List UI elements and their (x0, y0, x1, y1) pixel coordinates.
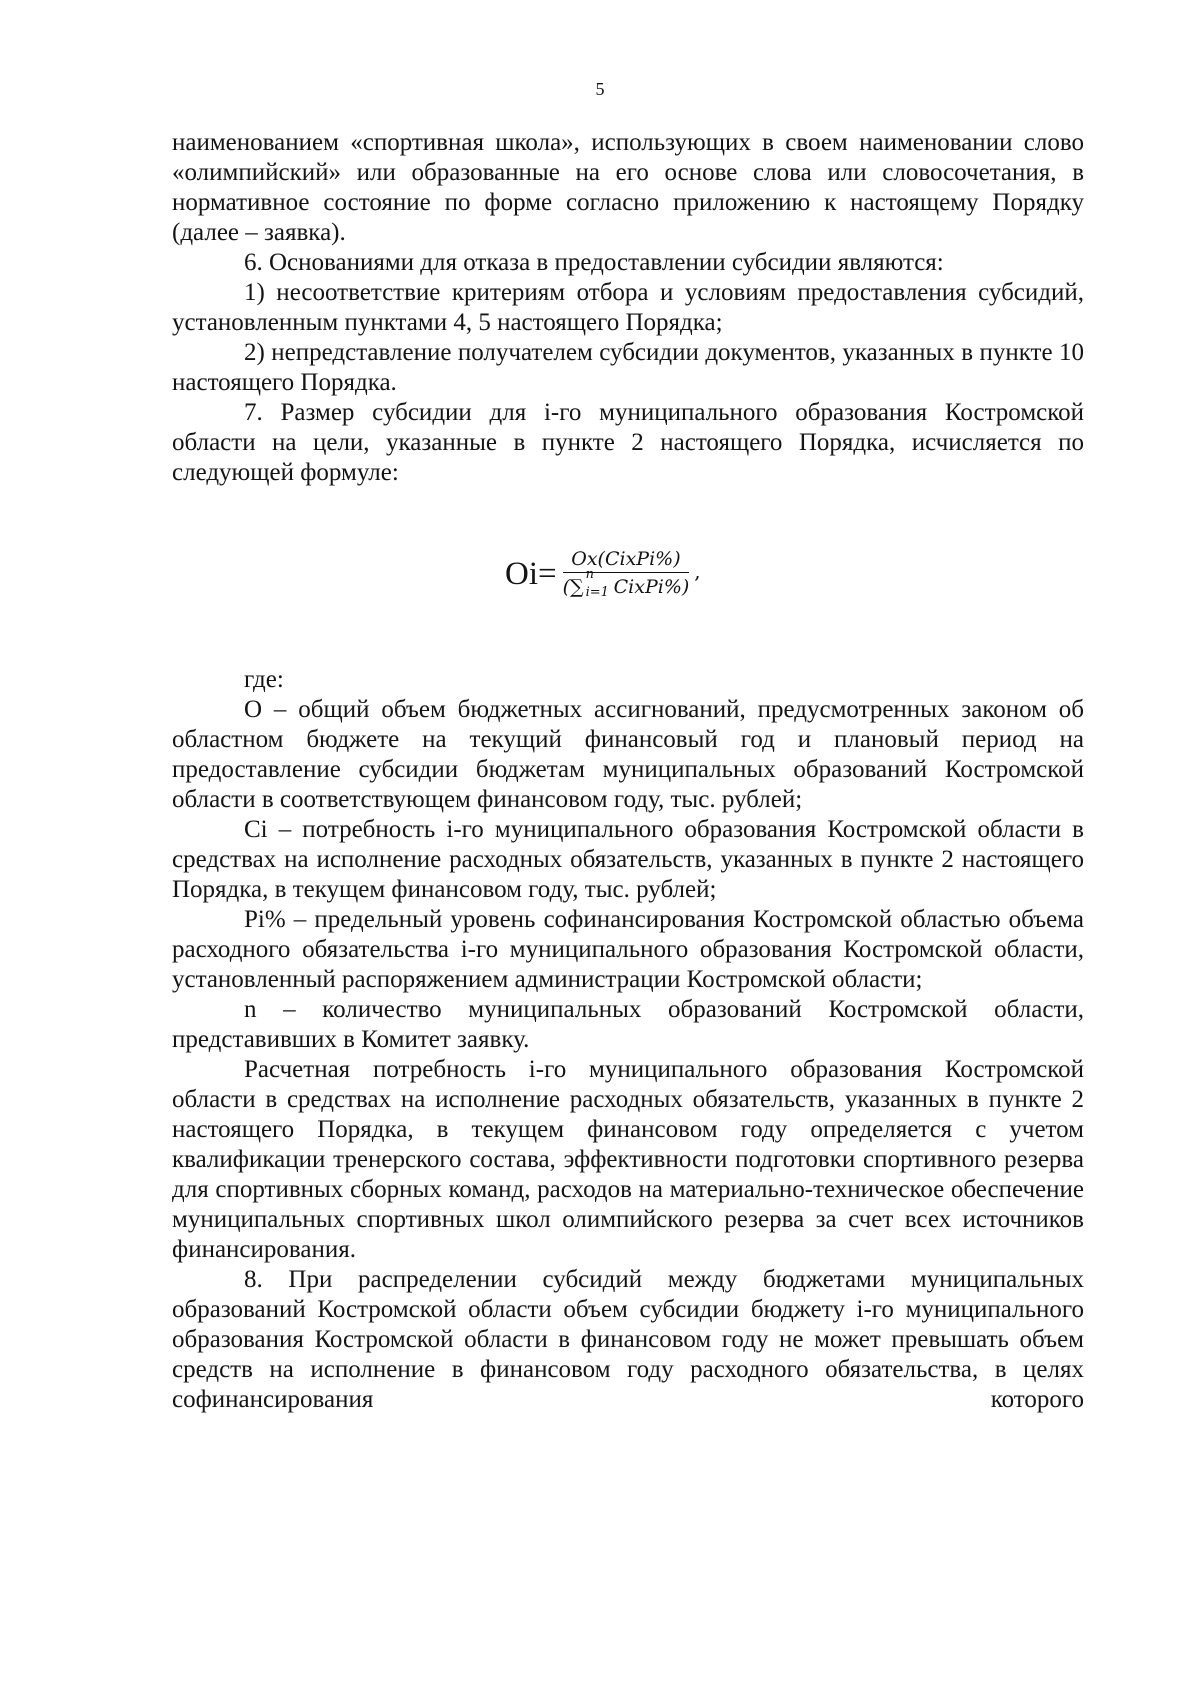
sum-limits (584, 567, 614, 600)
paragraph: наименованием «спортивная школа», использующих в своем наименовании слово «олимпийский» или образованные на его основе слова или словосочетания, в нормативное состояние по форме согласно приложению к настоящему Порядку (далее – заявка). (172, 129, 1084, 246)
paragraph: О – общий объем бюджетных ассигнований, предусмотренных законом об областном бюджете на текущий финансовый год и плановый период на предоставление субсидии бюджетам муниципальных образований Костромской области в соответствующем финансовом году, тыс. рублей; (172, 696, 1084, 813)
formula-lhs: Oi= (505, 556, 557, 592)
sum-lower-limit: i=1 (585, 585, 609, 600)
paragraph: Расчетная потребность i-го муниципального образования Костромской области в средствах на исполнение расходных обязательств, указанных в пункте 2 настоящего Порядка, в текущем финансовом году определяется с учетом квалификации тренерского состава, эффективности подготовки спортивного резерва для спортивных сборных команд, расходов на материально-техническое обеспечение муниципальных спортивных школ олимпийского резерва за счет всех источников финансирования. (172, 1056, 1084, 1263)
top-text-block (172, 128, 1084, 488)
paragraph: 1) несоответствие критериям отбора и условиям предоставления субсидий, установленным пунктами 4, 5 настоящего Порядка; (172, 279, 1084, 336)
sigma-symbol: ∑ (570, 576, 584, 598)
sum-upper-limit: n (585, 567, 594, 582)
paragraph: где: (244, 666, 284, 693)
formula-open-paren: ( (562, 576, 571, 598)
paragraph: n – количество муниципальных образований Костромской области, представивших в Комитет заявку. (172, 996, 1084, 1053)
subsidy-formula (505, 548, 701, 600)
formula-numerator: Ox(CixPi%) (563, 548, 688, 573)
bottom-text-block (172, 665, 1084, 1415)
formula-trailing-comma: , (694, 559, 701, 583)
paragraph: 2) непредставление получателем субсидии документов, указанных в пункте 10 настоящего Порядка. (172, 339, 1084, 396)
paragraph: Ci – потребность i-го муниципального образования Костромской области в средствах на исполнение расходных обязательств, указанных в пункте 2 настоящего Порядка, в текущем финансовом году, тыс. рублей; (172, 816, 1084, 903)
formula-fraction (559, 548, 694, 600)
page-number: 5 (595, 79, 605, 99)
paragraph: 7. Размер субсидии для i-го муниципального образования Костромской области на цели, указанные в пункте 2 настоящего Порядка, исчисляется по следующей формуле: (172, 399, 1084, 486)
formula-denominator-body: CixPi%) (613, 576, 690, 598)
paragraph: 8. При распределении субсидий между бюджетами муниципальных образований Костромской области объем субсидии бюджету i-го муниципального образования Костромской области в финансовом году не может превышать объем средств на исполнение в финансовом году расходного обязательства, в целях софинансирования которого (172, 1266, 1084, 1413)
formula-denominator (559, 567, 694, 600)
paragraph: Pi% – предельный уровень софинансирования Костромской областью объема расходного обязательства i-го муниципального образования Костромской области, установленный распоряжением администрации Костромской области; (172, 906, 1084, 993)
paragraph: 6. Основаниями для отказа в предоставлении субсидии являются: (244, 249, 944, 276)
